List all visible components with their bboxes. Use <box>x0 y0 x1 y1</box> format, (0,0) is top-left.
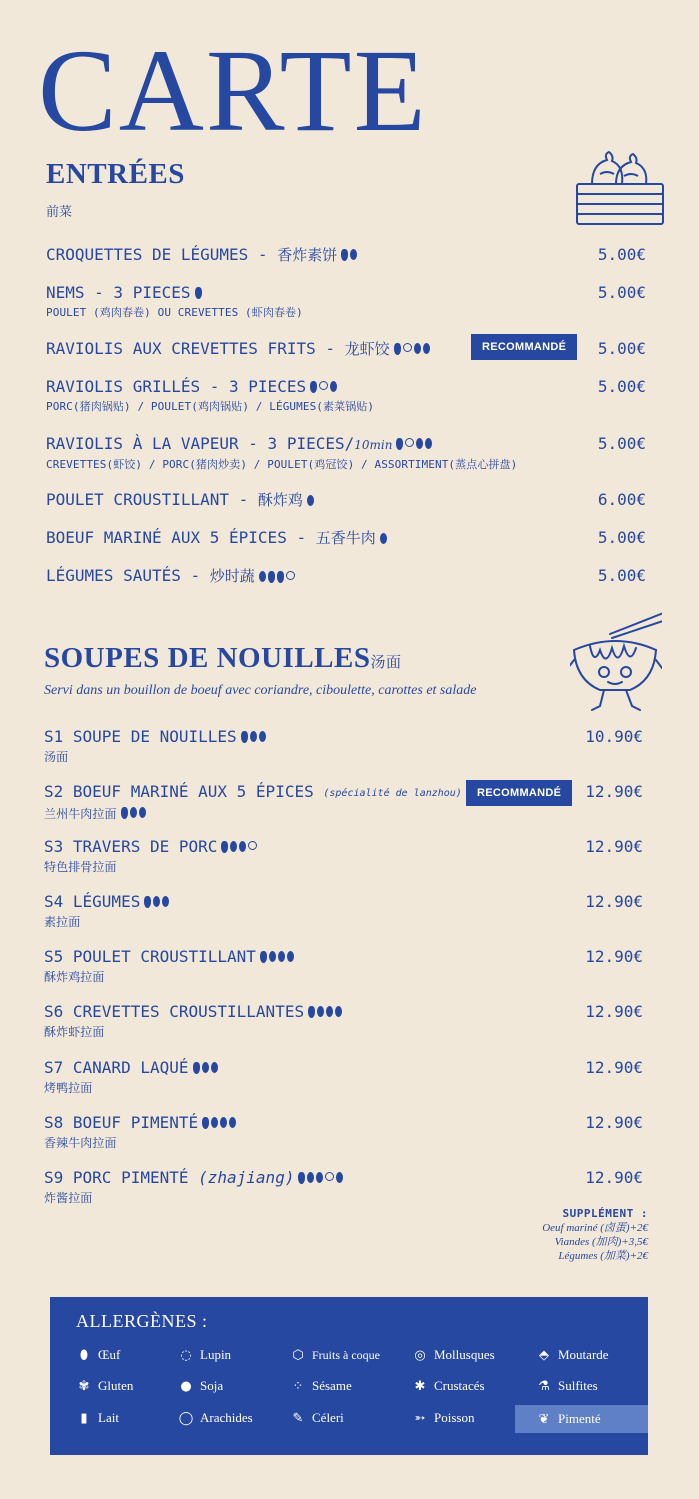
list-item <box>44 947 643 985</box>
item-name-zh: 酥炸鸡拉面 <box>44 970 105 984</box>
allergen-label: Poisson <box>434 1410 475 1425</box>
list-item <box>44 1113 643 1151</box>
celery-icon: ✎ <box>292 1411 304 1426</box>
supplement-box <box>542 1207 648 1263</box>
item-name-zh: 特色排骨拉面 <box>44 860 117 874</box>
item-time: 10min <box>354 438 393 452</box>
allergen-icons <box>394 343 430 355</box>
crab-icon: ✱ <box>414 1379 426 1394</box>
allergen-label: Mollusques <box>434 1347 495 1362</box>
list-item <box>46 434 646 473</box>
item-name-zh: 炸酱拉面 <box>44 1191 93 1205</box>
list-item <box>46 490 646 510</box>
allergen-icons <box>241 731 266 743</box>
item-price: 12.90€ <box>585 1113 643 1132</box>
item-name-italic: (zhajiang) <box>198 1168 295 1187</box>
item-name: RAVIOLIS À LA VAPEUR - 3 PIECES/ <box>46 434 355 453</box>
item-name: RAVIOLIS AUX CREVETTES FRITS - <box>46 339 345 358</box>
allergen-milk <box>76 1410 119 1426</box>
item-name: S6 CREVETTES CROUSTILLANTES <box>44 1002 305 1021</box>
section-subtitle-entrees: 前菜 <box>46 205 73 220</box>
item-name: CROQUETTES DE LÉGUMES - <box>46 245 278 264</box>
chili-icon: ❦ <box>538 1412 550 1427</box>
allergen-icons <box>193 1062 218 1074</box>
item-name-zh: 兰州牛肉拉面 <box>44 807 117 821</box>
allergen-peanuts <box>178 1410 253 1426</box>
section-title-soupes <box>44 642 402 675</box>
supplement-line: Oeuf mariné (卤蛋)+2€ <box>542 1222 648 1234</box>
allergen-label: Céleri <box>312 1410 344 1425</box>
item-name-zh: 龙虾饺 <box>344 340 390 358</box>
allergen-icons <box>121 807 146 819</box>
item-name: BOEUF MARINÉ AUX 5 ÉPICES - <box>46 528 316 547</box>
allergen-icons <box>195 287 202 299</box>
allergen-crustaces <box>412 1378 485 1394</box>
item-name: POULET CROUSTILLANT - <box>46 490 258 509</box>
item-name-zh: 香炸素饼 <box>277 246 338 264</box>
allergen-sulfites <box>536 1378 598 1394</box>
allergen-icons <box>308 1006 342 1018</box>
allergen-label: Soja <box>200 1378 224 1393</box>
allergen-icons <box>260 951 294 963</box>
list-item <box>44 1058 643 1096</box>
allergen-icons <box>307 495 314 506</box>
item-price: 5.00€ <box>597 245 646 264</box>
item-price: 12.90€ <box>585 1168 643 1187</box>
allergen-sesame <box>290 1378 352 1394</box>
allergens-title: ALLERGÈNES : <box>76 1311 208 1331</box>
item-name-zh: 素拉面 <box>44 915 81 929</box>
item-name: NEMS - 3 PIECES <box>46 283 191 302</box>
allergen-mollusques <box>412 1347 495 1363</box>
allergen-label: Sulfites <box>558 1378 598 1393</box>
supplement-line: Légumes (加菜)+2€ <box>558 1250 648 1262</box>
item-price: 12.90€ <box>585 947 643 966</box>
item-name: LÉGUMES SAUTÉS - <box>46 566 210 585</box>
mustard-icon: ⬘ <box>539 1348 549 1363</box>
allergen-label: Sésame <box>312 1378 352 1393</box>
egg-icon: ⬮ <box>79 1348 89 1363</box>
allergen-icons <box>202 1117 236 1129</box>
lupin-icon: ◌ <box>180 1348 192 1363</box>
item-price: 12.90€ <box>585 782 643 801</box>
allergen-label: Gluten <box>98 1378 134 1393</box>
item-name: S5 POULET CROUSTILLANT <box>44 947 256 966</box>
soy-icon: ● <box>180 1379 192 1394</box>
section-title-text: SOUPES DE NOUILLES <box>44 642 371 674</box>
item-name-zh: 五香牛肉 <box>315 529 376 547</box>
item-name: S2 BOEUF MARINÉ AUX 5 ÉPICES <box>44 782 314 801</box>
item-name: S8 BOEUF PIMENTÉ <box>44 1113 199 1132</box>
list-item <box>46 377 646 415</box>
item-price: 6.00€ <box>597 490 646 509</box>
item-name: S7 CANARD LAQUÉ <box>44 1058 189 1077</box>
list-item <box>46 245 646 265</box>
recommended-badge: RECOMMANDÉ <box>471 334 577 360</box>
item-name: S4 LÉGUMES <box>44 892 141 911</box>
allergen-label: Moutarde <box>558 1347 609 1362</box>
item-price: 12.90€ <box>585 837 643 856</box>
allergen-label: Crustacés <box>434 1378 485 1393</box>
peanut-icon: ◯ <box>178 1411 194 1426</box>
item-name-zh: 酥炸鸡 <box>257 491 303 509</box>
item-price: 12.90€ <box>585 892 643 911</box>
item-name-zh: 炒时蔬 <box>209 567 255 585</box>
fish-icon: ➳ <box>414 1411 426 1426</box>
allergen-icons <box>259 571 295 583</box>
item-price: 12.90€ <box>585 1058 643 1077</box>
list-item <box>44 1002 643 1040</box>
allergen-soy <box>178 1378 223 1394</box>
item-price: 5.00€ <box>597 528 646 547</box>
allergen-icons <box>221 841 257 853</box>
allergen-label: Œuf <box>98 1347 121 1362</box>
list-item <box>44 727 643 765</box>
allergen-nuts <box>290 1347 380 1363</box>
item-price: 10.90€ <box>585 727 643 746</box>
flask-icon: ⚗ <box>538 1379 550 1394</box>
list-item <box>44 892 643 930</box>
item-price: 5.00€ <box>597 377 646 396</box>
item-price: 5.00€ <box>597 566 646 585</box>
section-title-zh: 汤面 <box>370 653 402 671</box>
supplement-title: SUPPLÉMENT : <box>562 1207 648 1220</box>
item-subtitle: POULET (鸡肉春卷) OU CREVETTES (虾肉春卷) <box>46 306 303 319</box>
list-item <box>46 283 646 321</box>
section-description: Servi dans un bouillon de boeuf avec coriandre, ciboulette, carottes et salade <box>44 683 477 698</box>
sesame-icon: ⁘ <box>292 1379 304 1394</box>
allergen-icons <box>341 249 357 261</box>
allergen-label: Arachides <box>200 1410 253 1425</box>
wheat-icon: ✾ <box>78 1379 90 1394</box>
item-name-zh: 汤面 <box>44 750 69 764</box>
nut-icon: ⬡ <box>292 1348 304 1363</box>
allergen-fish <box>412 1410 474 1426</box>
allergen-label: Pimenté <box>558 1411 601 1426</box>
item-price: 5.00€ <box>597 434 646 453</box>
item-price: 5.00€ <box>597 339 646 358</box>
allergen-lupin <box>178 1347 231 1363</box>
allergen-label: Lait <box>98 1410 119 1425</box>
allergen-gluten <box>76 1378 133 1394</box>
item-specialty: (spécialité de lanzhou) <box>323 788 462 799</box>
item-name-zh: 香辣牛肉拉面 <box>44 1136 117 1150</box>
allergen-chili <box>515 1405 648 1433</box>
item-name: S1 SOUPE DE NOUILLES <box>44 727 237 746</box>
list-item <box>46 566 646 586</box>
allergen-icons <box>310 381 337 393</box>
dumpling-steamer-icon <box>574 150 666 226</box>
item-subtitle: PORC(猪肉锅贴) / POULET(鸡肉锅贴) / LÉGUMES(素菜锅贴) <box>46 400 375 413</box>
item-name: S3 TRAVERS DE PORC <box>44 837 218 856</box>
item-price: 5.00€ <box>597 283 646 302</box>
allergen-icons <box>380 533 387 544</box>
allergen-icons <box>298 1172 343 1184</box>
list-item <box>44 837 643 875</box>
item-name: RAVIOLIS GRILLÉS - 3 PIECES <box>46 377 307 396</box>
milk-icon: ▮ <box>80 1411 88 1426</box>
allergen-egg <box>76 1347 120 1363</box>
allergen-icons <box>396 438 432 450</box>
item-name-zh: 烤鸭拉面 <box>44 1081 93 1095</box>
recommended-badge: RECOMMANDÉ <box>466 780 572 806</box>
allergen-icons <box>144 896 169 908</box>
allergen-mustard <box>536 1347 609 1363</box>
item-price: 12.90€ <box>585 1002 643 1021</box>
allergen-celery <box>290 1410 344 1426</box>
item-name-zh: 酥炸虾拉面 <box>44 1025 105 1039</box>
list-item <box>46 528 646 548</box>
allergen-label: Fruits à coque <box>312 1348 380 1362</box>
allergens-panel <box>50 1297 648 1455</box>
allergen-label: Lupin <box>200 1347 232 1362</box>
item-name: S9 PORC PIMENTÉ <box>44 1168 199 1187</box>
section-title-entrees: ENTRÉES <box>46 158 185 190</box>
noodle-bowl-mascot-icon <box>570 606 662 722</box>
item-subtitle: CREVETTES(虾饺) / PORC(猪肉炒卖) / POULET(鸡冠饺) / ASSORTIMENT(蒸点心拼盘) <box>46 458 518 471</box>
page-title: CARTE <box>38 25 428 156</box>
supplement-line: Viandes (加肉)+3,5€ <box>554 1236 648 1248</box>
shell-icon: ◎ <box>414 1348 426 1363</box>
list-item <box>44 1168 643 1206</box>
